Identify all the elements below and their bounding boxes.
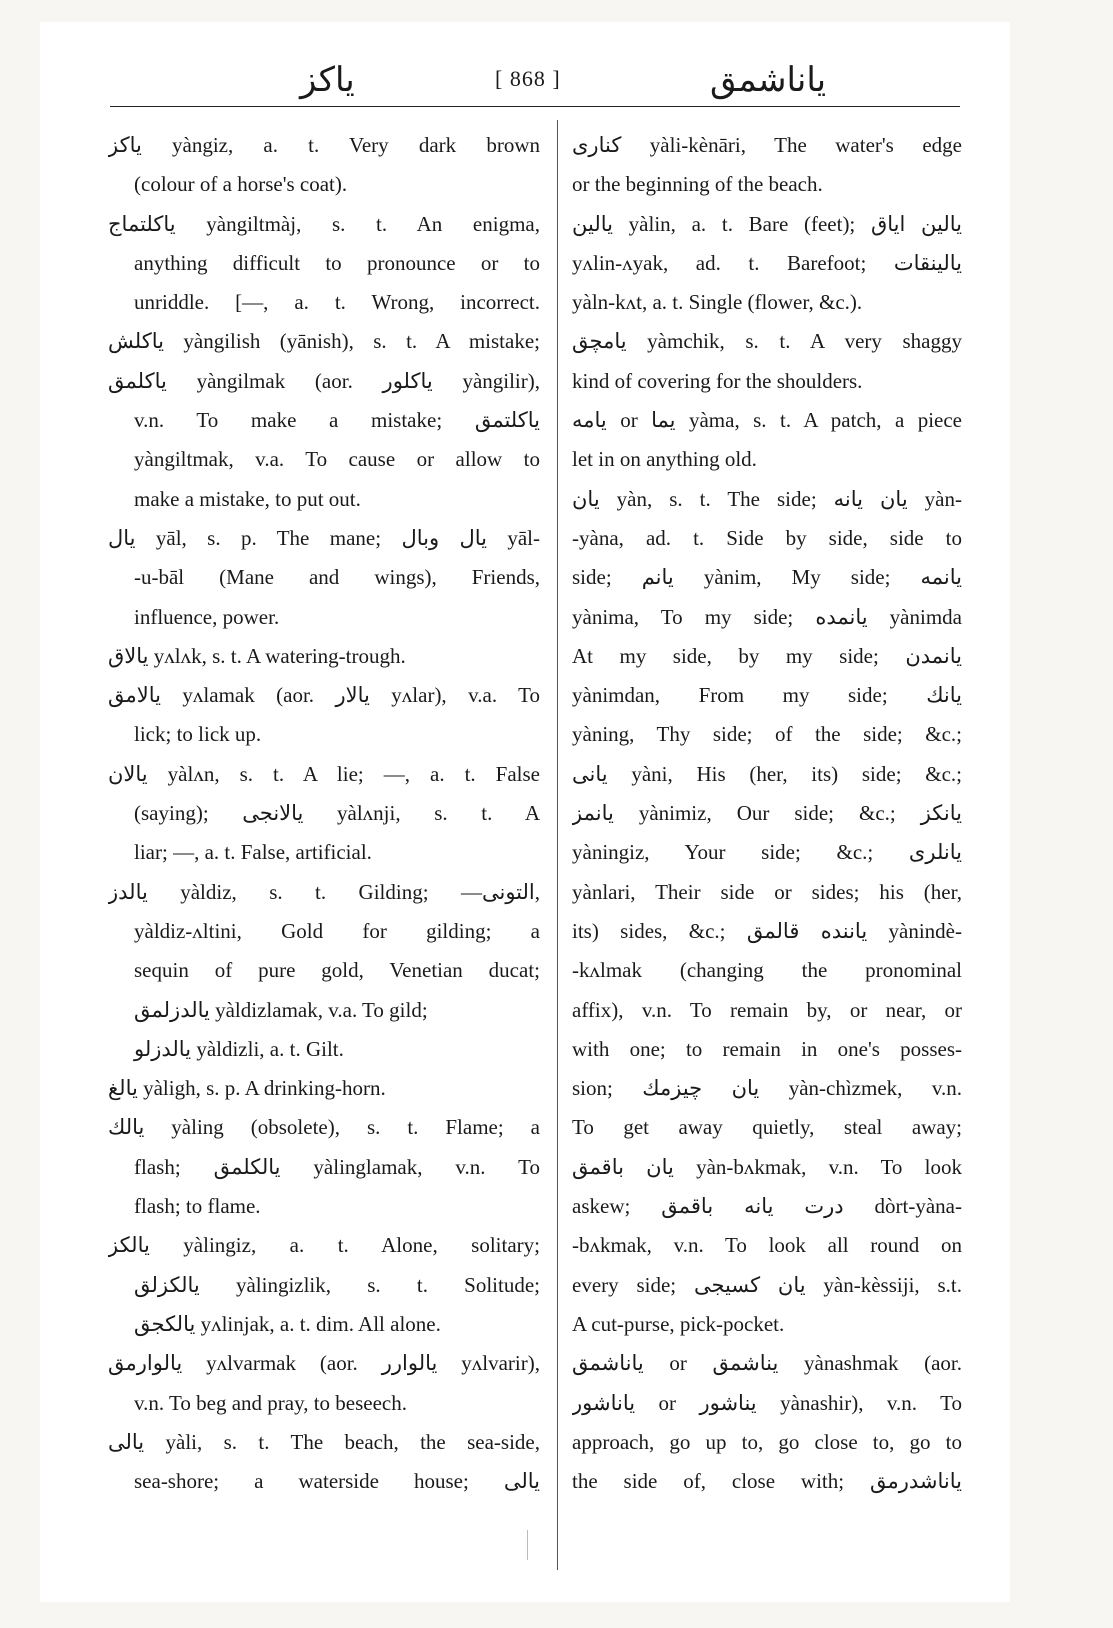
entry-continuation-line: یالدزلمق yàldizlamak, v.a. To gild; (134, 997, 428, 1022)
entry-continuation-line: یالکجق yʌlinjak, a. t. dim. All alone. (134, 1311, 441, 1336)
entry-continuation-line: yànima, To my side; یانمده yànimda (572, 604, 962, 629)
column-divider (557, 120, 558, 1570)
entry-continuation-line: its) sides, &c.; یاننده قالمق yànindè- (572, 918, 962, 943)
entry-continuation-line: every side; یان کسیجی yàn-kèssiji, s.t. (572, 1272, 962, 1297)
entry-continuation-line: kind of covering for the shoulders. (572, 368, 863, 393)
entry-headword-line: یامه or یما yàma, s. t. A patch, a piece (572, 408, 962, 433)
left-column (108, 126, 540, 1501)
entry-continuation-line: anything difficult to pronounce or to (134, 250, 540, 275)
entry-headword-line: یاکلتماج yàngiltmàj, s. t. An enigma, (108, 211, 540, 236)
entry-continuation-line: with one; to remain in one's posses- (572, 1036, 962, 1061)
entry-continuation-line: sequin of pure gold, Venetian ducat; (134, 958, 540, 983)
entry-continuation-line: sea-shore; a waterside house; یالی (134, 1469, 540, 1494)
entry-continuation-line: To get away quietly, steal away; (572, 1115, 962, 1140)
running-header (110, 60, 960, 107)
entry-headword-line: یالدز yàldiz, s. t. Gilding; —التونی, (108, 879, 540, 904)
entry-headword-line: یالامق yʌlamak (aor. یالار yʌlar), v.a. To (108, 683, 540, 708)
entry-continuation-line: let in on anything old. (572, 447, 757, 472)
entry-continuation-line: approach, go up to, go close to, go to (572, 1429, 962, 1454)
entry-continuation-line: yànlari, Their side or sides; his (her, (572, 879, 962, 904)
entry-continuation-line: v.n. To beg and pray, to beseech. (134, 1390, 407, 1415)
entry-continuation-line: affix), v.n. To remain by, or near, or (572, 997, 962, 1022)
entry-continuation-line: یانی yàni, His (her, its) side; &c.; (572, 761, 962, 786)
entry-headword-line: یالغ yàligh, s. p. A drinking-horn. (108, 1076, 386, 1101)
entry-continuation-line: -u-bāl (Mane and wings), Friends, (134, 565, 540, 590)
entry-continuation-line: askew; درت یانه باقمق dòrt-yàna- (572, 1194, 962, 1219)
entry-continuation-line: v.n. To make a mistake; یاکلتمق (134, 408, 540, 433)
entry-continuation-line: lick; to lick up. (134, 722, 262, 747)
entry-continuation-line: یانمز yànimiz, Our side; &c.; یانکز (572, 801, 962, 826)
entry-continuation-line: side; یانم yànim, My side; یانمه (572, 565, 962, 590)
entry-continuation-line: یالکزلق yàlingizlik, s. t. Solitude; (134, 1272, 540, 1297)
entry-headword-line: یامچق yàmchik, s. t. A very shaggy (572, 329, 962, 354)
entry-continuation-line: yʌlin-ʌyak, ad. t. Barefoot; یالینقات (572, 250, 962, 275)
header-guide-word-left: یاکز (300, 62, 355, 99)
entry-continuation-line: sion; یان چیزمك yàn-chìzmek, v.n. (572, 1076, 962, 1101)
entry-continuation-line: (saying); یالانجی yàlʌnji, s. t. A (134, 801, 540, 826)
entry-headword-line: کناری yàli-kènāri, The water's edge (572, 133, 962, 157)
entry-continuation-line: -bʌkmak, v.n. To look all round on (572, 1233, 962, 1258)
entry-continuation-line: make a mistake, to put out. (134, 486, 361, 511)
entry-continuation-line: yànimdan, From my side; یانك (572, 683, 962, 708)
entry-headword-line: یالی yàli, s. t. The beach, the sea-side, (108, 1429, 540, 1454)
entry-headword-line: یاکلش yàngilish (yānish), s. t. A mistake; (108, 329, 540, 354)
entry-continuation-line: flash; to flame. (134, 1194, 261, 1219)
entry-headword-line: یال yāl, s. p. The mane; یال وبال yāl- (108, 525, 540, 550)
page-fold-mark (527, 1530, 528, 1560)
entry-headword-line: یالکز yàlingiz, a. t. Alone, solitary; (108, 1233, 540, 1258)
entry-continuation-line: yàngiltmak, v.a. To cause or allow to (134, 447, 540, 472)
entry-continuation-line: yàldiz-ʌltini, Gold for gilding; a (134, 918, 540, 943)
entry-headword-line: یالوارمق yʌlvarmak (aor. یالوارر yʌlvarir), (108, 1351, 540, 1376)
entry-continuation-line: A cut-purse, pick-pocket. (572, 1311, 785, 1336)
entry-headword-line: یاکز yàngiz, a. t. Very dark brown (108, 133, 540, 157)
entry-continuation-line: یان باقمق yàn-bʌkmak, v.n. To look (572, 1154, 962, 1179)
entry-headword-line: یاناشمق or یناشمق yànashmak (aor. (572, 1351, 962, 1376)
entry-continuation-line: yàningiz, Your side; &c.; یانلری (572, 840, 962, 865)
header-guide-word-right: یاناشمق (710, 62, 827, 99)
entry-continuation-line: liar; —, a. t. False, artificial. (134, 840, 372, 865)
right-column (572, 126, 962, 1501)
entry-continuation-line: -yàna, ad. t. Side by side, side to (572, 525, 962, 550)
entry-headword-line: یالك yàling (obsolete), s. t. Flame; a (108, 1115, 540, 1140)
entry-continuation-line: یاناشور or یناشور yànashir), v.n. To (572, 1390, 962, 1415)
entry-continuation-line: or the beginning of the beach. (572, 172, 823, 197)
entry-continuation-line: (colour of a horse's coat). (134, 172, 348, 197)
entry-continuation-line: influence, power. (134, 604, 280, 629)
entry-continuation-line: yàning, Thy side; of the side; &c.; (572, 722, 962, 747)
page-number: [ 868 ] (495, 66, 561, 91)
entry-continuation-line: flash; یالکلمق yàlinglamak, v.n. To (134, 1154, 540, 1179)
entry-headword-line: یالان yàlʌn, s. t. A lie; —, a. t. False (108, 761, 540, 786)
entry-headword-line: یاکلمق yàngilmak (aor. یاکلور yàngilir), (108, 368, 540, 393)
entry-continuation-line: یالدزلو yàldizli, a. t. Gilt. (134, 1036, 344, 1061)
entry-continuation-line: unriddle. [—, a. t. Wrong, incorrect. (134, 290, 540, 315)
entry-continuation-line: the side of, close with; یاناشدرمق (572, 1469, 962, 1494)
entry-headword-line: یالاق yʌlʌk, s. t. A watering-trough. (108, 643, 406, 668)
entry-headword-line: یالین yàlin, a. t. Bare (feet); یالین ایاق (572, 211, 962, 236)
entry-continuation-line: At my side, by my side; یانمدن (572, 643, 962, 668)
entry-continuation-line: yàln-kʌt, a. t. Single (flower, &c.). (572, 290, 863, 315)
entry-continuation-line: -kʌlmak (changing the pronominal (572, 958, 962, 983)
entry-headword-line: یان yàn, s. t. The side; یان یانه yàn- (572, 486, 962, 511)
